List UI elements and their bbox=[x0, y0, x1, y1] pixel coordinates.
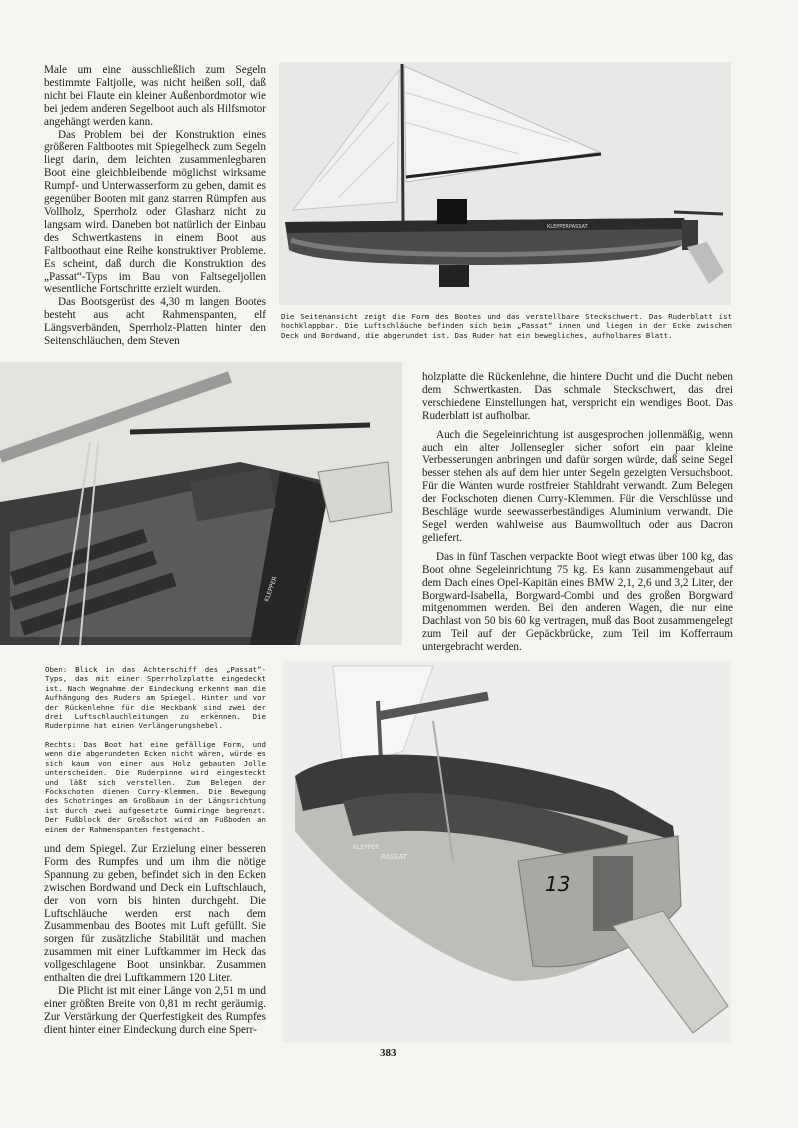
hull-brand-label: KLEPPER bbox=[547, 224, 569, 230]
paragraph: Auch die Segeleinrichtung ist ausgesprochen jollenmäßig, wenn auch ein alter Jollensegler sicher sofort ein paar kleine Verbesserungen anbringen und dafür sorgen würde, daß seine Segel besser stehen als auf dem hier unter Segeln gezeigten Versuchsboot. Für die Wanten wurde rostfreier Stahldraht verwandt. Zum Belegen der Fockschoten dienen Curry-Klemmen. Für die Verschlüsse und Beschläge wurde seewasserbeständiges Aluminium verwandt. Die Segel werden wahlweise aus Baumwolltuch oder aus Dacron geliefert. bbox=[422, 428, 733, 544]
hull-model-label: PASSAT bbox=[569, 224, 588, 230]
paragraph: Das Bootsgerüst des 4,30 m langen Bootes besteht aus acht Rahmenspanten, elf Längsverbänden, Sperrholz-Platten hinter den Seitenschläuchen, dem Steven bbox=[44, 296, 266, 348]
caption-middle-upper bbox=[45, 665, 266, 731]
caption-text: Rechts: Das Boot hat eine gefällige Form, und wenn die abgerundeten Ecken nicht wären, würde es sich kaum von einer aus Holz gebauten Jolle unterscheiden. Die Ruderpinne wird eingesteckt und läßt sich verstellen. Zum Belegen der Fockschoten dienen Curry-Klemmen. Die Bewegung des Schotringes am Großbaum in der Längsrichtung ist durch zwei aufgesetzte Gummiringe begrenzt. Der Fußblock der Großschot wird am Fußboden an einem der Rahmenspanten festgemacht. bbox=[45, 740, 266, 834]
hull-brand-label: KLEPPER bbox=[353, 844, 380, 851]
sail-number: 13 bbox=[545, 872, 571, 896]
caption-middle-lower bbox=[45, 740, 266, 834]
caption-top bbox=[281, 312, 732, 340]
paragraph: Das in fünf Taschen verpackte Boot wiegt etwas über 100 kg, das Boot ohne Segeleinrichtung 75 kg. Es kann zusammengebaut auf dem Dach eines Opel-Kapitän eines BMW 2,1, 2,6 und 3,2 Liter, der Borgward-Isabella, Borgward-Combi und des großen Borgward mitgenommen werden. Bei den anderen Wagen, die nur eine Dachlast von 50 bis 60 kg vertragen, muß das Boot zusammengelegt zum Teil auf der Gepäckbrücke, zum Teil im Kofferraum untergebracht werden. bbox=[422, 550, 733, 654]
photo-side-view bbox=[279, 62, 731, 305]
page-number: 383 bbox=[380, 1047, 397, 1059]
hull-brand-label: KLEPPER bbox=[263, 575, 279, 603]
paragraph: und dem Spiegel. Zur Erzielung einer besseren Form des Rumpfes und um ihm die nötige Spannung zu geben, befindet sich in den Ecken zwischen Bordwand und Deck ein Luftschlauch, der von vorn bis hinten durchgeht. Die Luftschläuche werden erst nach dem Zusammenbau des Bootes mit Luft gefüllt. Sie sorgen für zusätzliche Stabilität und machen zusammen mit einer Luftkammer im Heck das vollgeschlagene Boot unsinkbar. Zusammen enthalten die drei Luftkammern 120 Liter. bbox=[44, 843, 266, 985]
paragraph: holzplatte die Rückenlehne, die hintere Ducht und die Ducht neben dem Schwertkasten. Das schmale Steckschwert, das drei verschiedene Einstellungen hat, verspricht ein wendiges Boot. Das Ruderblatt ist aufholbar. bbox=[422, 371, 733, 422]
caption-text: Oben: Blick in das Achterschiff des „Passat“-Typs, das mit einer Sperrholzplatte eingedeckt ist. Nach Wegnahme der Eindeckung erkennt man die Aufhängung des Ruders am Spiegel. Hinter und vor der Rückenlehne für die Heckbank sind zwei der drei Luftschlauchleitungen zu erkennen. Die Ruderpinne hat einen Verlängerungshebel. bbox=[45, 665, 266, 731]
text-column-2 bbox=[422, 371, 733, 654]
text-column-3 bbox=[44, 843, 266, 1037]
photo-boat-rear-view bbox=[283, 661, 731, 1042]
paragraph: Male um eine ausschließlich zum Segeln bestimmte Faltjolle, was nicht heißen soll, daß nicht bei Flaute ein kleiner Außenbordmotor wie bei jedem anderen Segelboot auch als Hilfsmotor angehängt werden kann. bbox=[44, 64, 266, 128]
caption-text: Die Seitenansicht zeigt die Form des Bootes und das verstellbare Steckschwert. Das Ruderblatt ist hochklappbar. Die Luftschläuche befinden sich beim „Passat“ innen und liegen in der Ecke zwischen Deck und Bordwand, die abgerundet ist. Das Ruder hat ein bewegliches, aufholbares Blatt. bbox=[281, 312, 732, 340]
text-column-1 bbox=[44, 64, 266, 348]
photo-stern-interior bbox=[0, 362, 402, 645]
paragraph: Die Plicht ist mit einer Länge von 2,51 m und einer größten Breite von 0,81 m recht geräumig. Zur Verstärkung der Querfestigkeit des Rumpfes dient hinter einer Eindeckung durch eine Sperr- bbox=[44, 984, 266, 1036]
hull-model-label: PASSAT bbox=[381, 853, 407, 861]
paragraph: Das Problem bei der Konstruktion eines größeren Faltbootes mit Spiegelheck zum Segeln liegt darin, dem leichten zusammenlegbaren Boot eine gleichbleibende möglichst wirksame Rumpf- und Unterwasserform zu geben, damit es gegenüber Booten mit ganz starren Rümpfen aus Vollholz, Sperrholz oder Glasharz nicht zu langsam wird. Daneben bot natürlich der Einbau des Schwertkastens in einem Boot aus Faltboothaut eine Reihe konstruktiver Probleme. Es scheint, daß durch die Konstruktion des „Passat“-Typs im Bau von Faltsegeljollen wesentliche Fortschritte erzielt wurden. bbox=[44, 128, 266, 296]
